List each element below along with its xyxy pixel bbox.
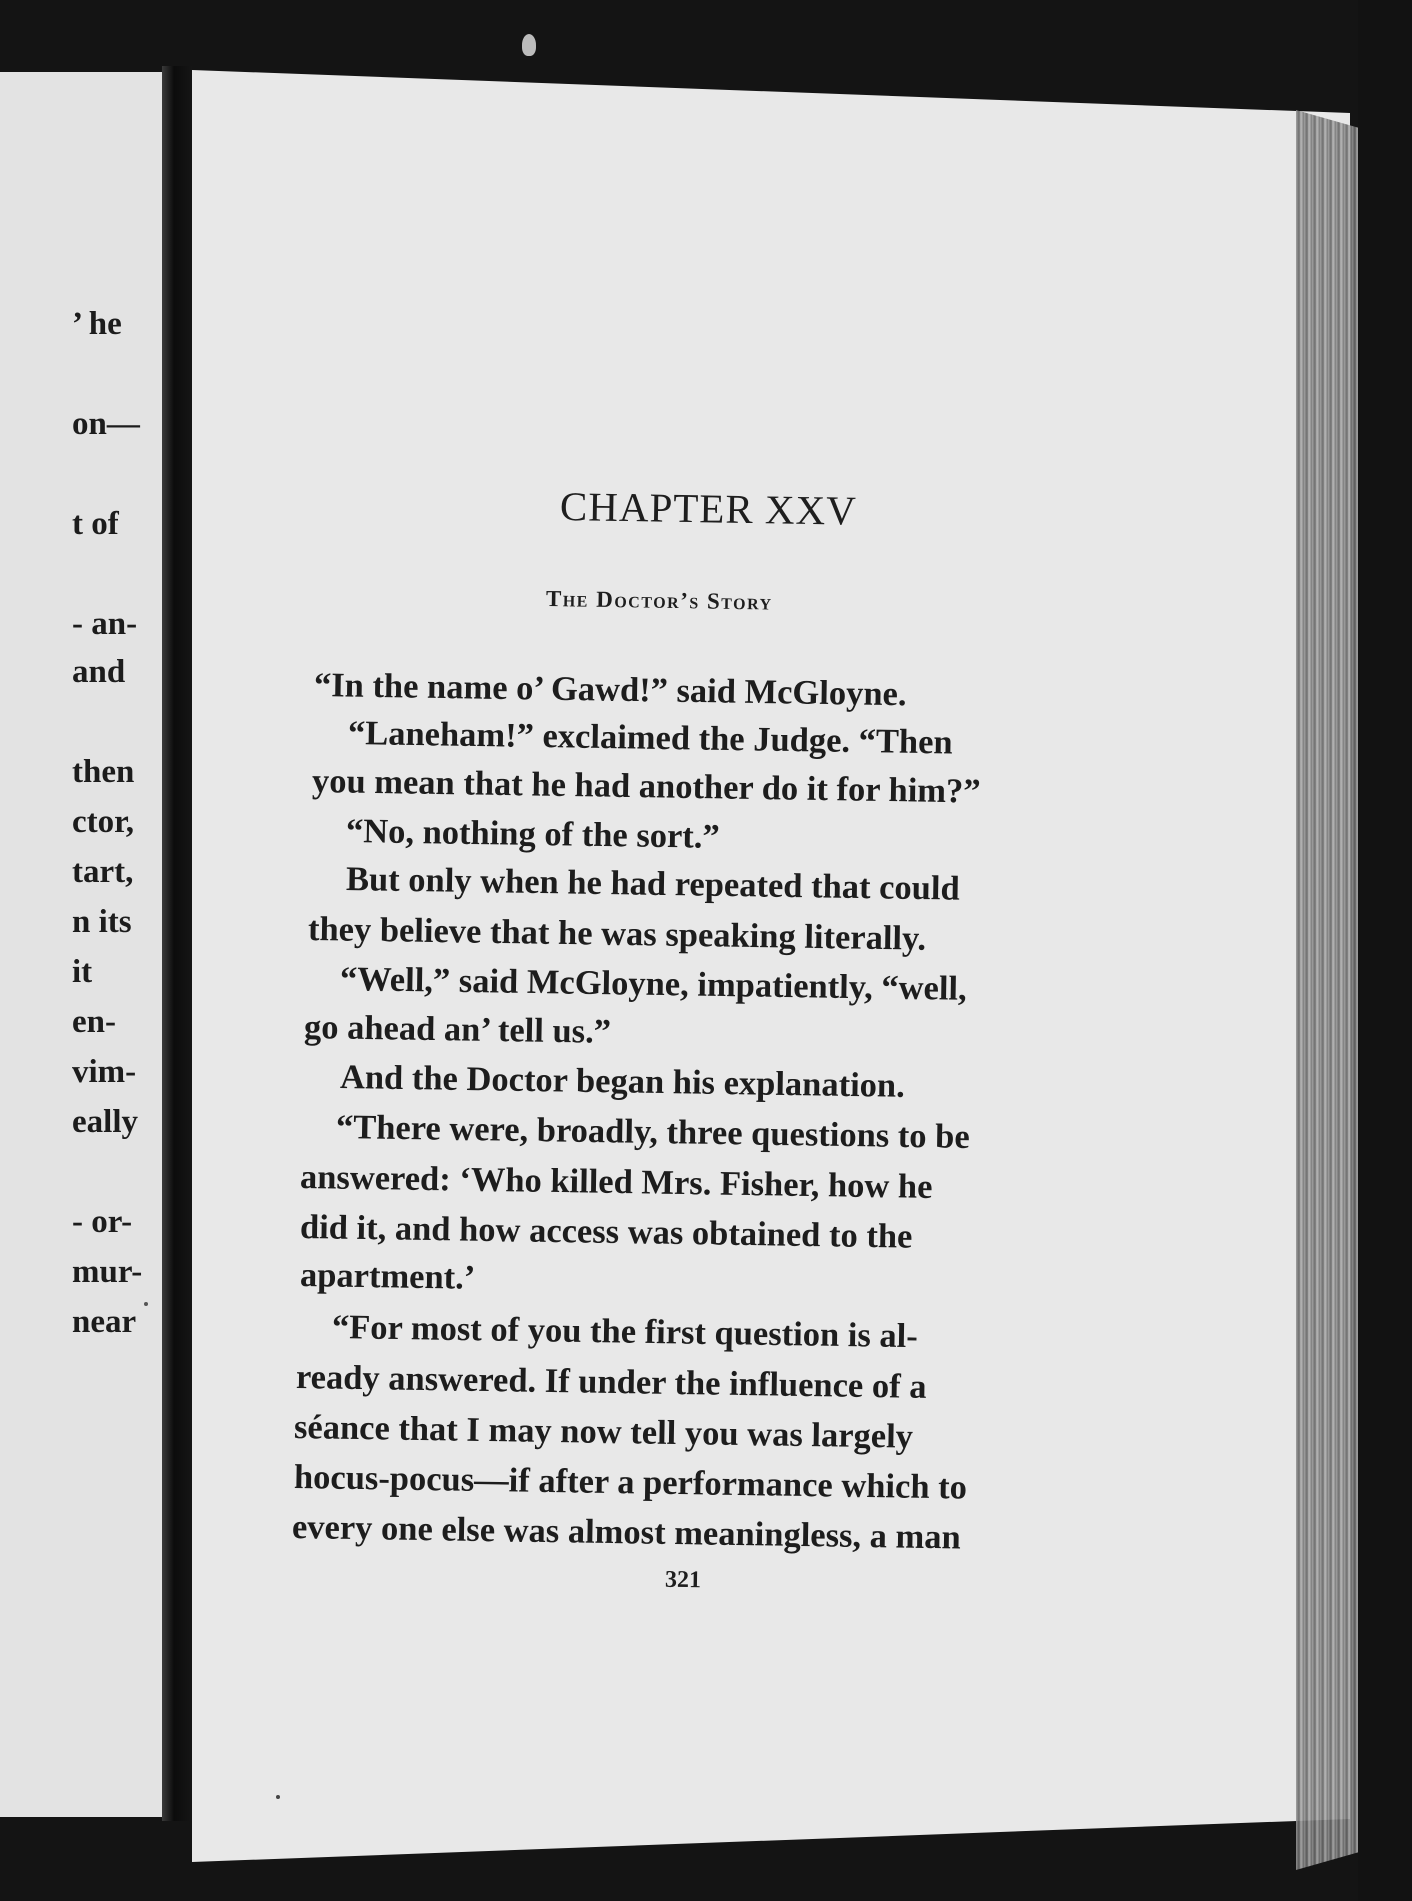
left-page-fragment: eally (72, 1104, 138, 1140)
text-line: answered: ‘Who killed Mrs. Fisher, how he (299, 1158, 933, 1206)
left-page-fragment: near (72, 1304, 137, 1340)
text-line: go ahead an’ tell us.” (303, 1008, 612, 1051)
left-page-fragment: it (72, 954, 93, 990)
text-line: you mean that he had another do it for him?” (311, 762, 981, 811)
text-line: “No, nothing of the sort.” (345, 812, 721, 856)
left-page-fragment: on— (72, 406, 140, 442)
left-page-fragment: t of (72, 506, 119, 542)
chapter-title: CHAPTER XXV (559, 483, 858, 534)
left-page-fragment: vim- (72, 1054, 137, 1090)
text-line: “There were, broadly, three questions to be (335, 1108, 971, 1156)
text-line: apartment.’ (299, 1256, 476, 1297)
text-line: they believe that he was speaking literally. (307, 910, 927, 958)
left-page-fragment: n its (72, 904, 132, 940)
text-line: hocus-pocus—if after a performance which to (293, 1458, 968, 1507)
scan-speck (276, 1795, 280, 1799)
left-page-fragment: - or- (72, 1204, 133, 1240)
scan-speck (144, 1302, 148, 1306)
chapter-subtitle: The Doctor’s Story (545, 586, 773, 615)
left-page-fragment: ’ he (72, 306, 122, 342)
text-line: “Well,” said McGloyne, impatiently, “well, (339, 960, 967, 1008)
page-number: 321 (664, 1566, 702, 1594)
text-line: did it, and how access was obtained to the (299, 1208, 913, 1256)
left-page-fragment: and (72, 654, 126, 690)
text-line: ready answered. If under the influence of a (295, 1358, 927, 1406)
left-page-fragment: en- (72, 1004, 116, 1040)
text-line: “For most of you the first question is al- (331, 1308, 919, 1356)
text-line: séance that I may now tell you was largely (293, 1408, 914, 1456)
text-line: But only when he had repeated that could (345, 860, 960, 908)
text-line: And the Doctor began his explanation. (339, 1058, 906, 1105)
left-page-fragment: tart, (72, 854, 134, 890)
left-page-fragment: - an- (72, 606, 138, 642)
left-page-fragment: ctor, (72, 804, 135, 840)
text-line: every one else was almost meaningless, a man (291, 1508, 962, 1557)
text-line: “In the name o’ Gawd!” said McGloyne. (313, 666, 907, 714)
left-page-fragment: then (72, 754, 135, 790)
left-page-fragment: mur- (72, 1254, 143, 1290)
text-line: “Laneham!” exclaimed the Judge. “Then (347, 714, 953, 762)
